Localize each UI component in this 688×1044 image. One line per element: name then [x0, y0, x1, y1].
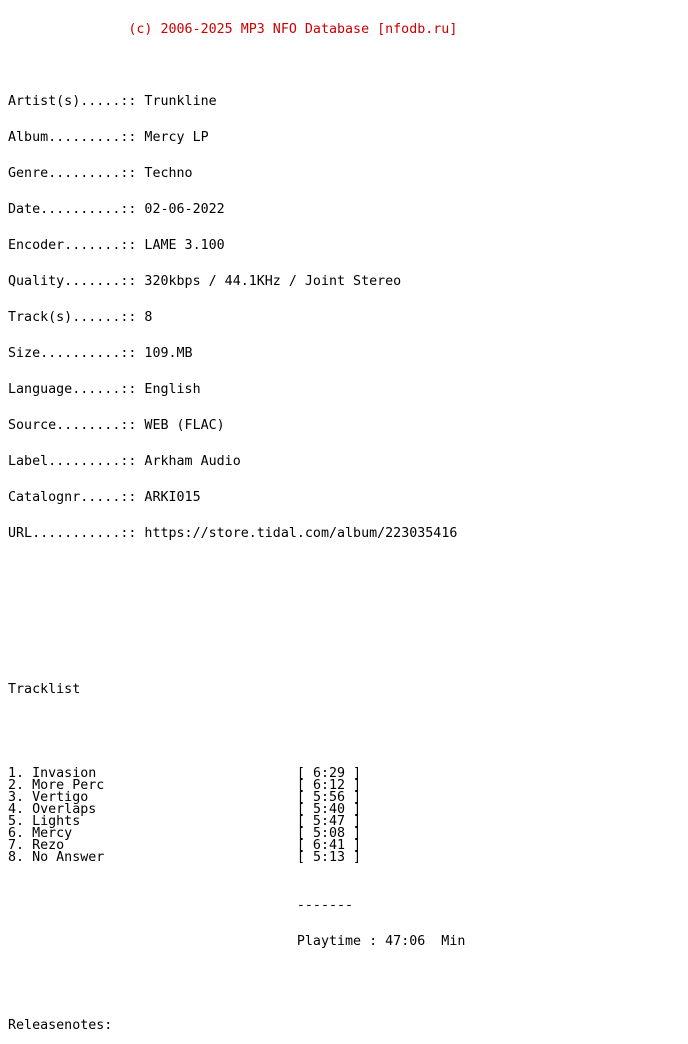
field-value: 109.MB — [144, 346, 193, 361]
track-title: 4. Overlaps — [8, 802, 97, 817]
track-time: [ 5:56 ] — [296, 790, 362, 805]
field-key: Artist(s).....:: — [8, 94, 145, 109]
track-time: [ 5:13 ] — [296, 850, 362, 865]
track-title: 8. No Answer — [8, 850, 105, 865]
nfo-header: (c) 2006-2025 MP3 NFO Database [nfodb.ru] — [8, 22, 458, 37]
field-key: Quality.......:: — [8, 274, 145, 289]
track-time: [ 5:08 ] — [296, 826, 362, 841]
track-time: [ 6:29 ] — [296, 766, 362, 781]
field-url — [8, 528, 465, 540]
field-catalognr — [8, 492, 465, 504]
field-tracks — [8, 312, 465, 324]
field-key: Catalognr.....:: — [8, 490, 145, 505]
field-key: Size..........:: — [8, 346, 145, 361]
tracklist-title: Tracklist — [8, 682, 81, 697]
field-label — [8, 456, 465, 468]
blank-line — [8, 720, 465, 732]
field-key: URL...........:: — [8, 526, 145, 541]
field-value: Trunkline — [144, 94, 217, 109]
info-fields — [8, 72, 465, 564]
field-value: ARKI015 — [144, 490, 201, 505]
field-key: Label.........:: — [8, 454, 145, 469]
field-album — [8, 132, 465, 144]
nfo-document — [8, 0, 465, 1044]
field-size — [8, 348, 465, 360]
separator-pad — [8, 898, 297, 913]
blank-line — [8, 636, 465, 648]
field-value: English — [144, 382, 201, 397]
track-title: 3. Vertigo — [8, 790, 89, 805]
field-value: WEB (FLAC) — [144, 418, 225, 433]
field-key: Encoder.......:: — [8, 238, 145, 253]
field-date — [8, 204, 465, 216]
track-time: [ 5:40 ] — [296, 802, 362, 817]
releasenotes-title: Releasenotes: — [8, 1018, 113, 1033]
track-time: [ 6:41 ] — [296, 838, 362, 853]
field-value: Techno — [144, 166, 193, 181]
field-value: 02-06-2022 — [144, 202, 225, 217]
field-value: Mercy LP — [144, 130, 209, 145]
blank-line — [8, 600, 465, 612]
field-encoder — [8, 240, 465, 252]
field-key: Source........:: — [8, 418, 145, 433]
field-key: Album.........:: — [8, 130, 145, 145]
field-language — [8, 384, 465, 396]
field-value: LAME 3.100 — [144, 238, 225, 253]
field-genre — [8, 168, 465, 180]
tracklist — [8, 768, 465, 864]
playtime-separator — [8, 900, 465, 912]
playtime-pad — [8, 934, 297, 949]
field-quality — [8, 276, 465, 288]
blank-line — [8, 984, 465, 996]
track-title: 7. Rezo — [8, 838, 65, 853]
track-title: 6. Mercy — [8, 826, 73, 841]
track-time: [ 6:12 ] — [296, 778, 362, 793]
track-pad — [104, 850, 297, 865]
field-source — [8, 420, 465, 432]
field-artist — [8, 96, 465, 108]
track-row — [8, 852, 465, 864]
field-key: Genre.........:: — [8, 166, 145, 181]
field-value: 320kbps / 44.1KHz / Joint Stereo — [144, 274, 402, 289]
field-key: Date..........:: — [8, 202, 145, 217]
field-key: Track(s)......:: — [8, 310, 145, 325]
track-time: [ 5:47 ] — [296, 814, 362, 829]
playtime-total: Playtime : 47:06 Min — [296, 934, 466, 949]
track-title: 1. Invasion — [8, 766, 97, 781]
track-title: 2. More Perc — [8, 778, 105, 793]
field-key: Language......:: — [8, 382, 145, 397]
playtime-line — [8, 936, 465, 948]
separator-dashes: ------- — [296, 898, 354, 913]
field-value: 8 — [144, 310, 153, 325]
field-value: Arkham Audio — [144, 454, 241, 469]
track-title: 5. Lights — [8, 814, 81, 829]
field-value: https://store.tidal.com/album/223035416 — [144, 526, 458, 541]
